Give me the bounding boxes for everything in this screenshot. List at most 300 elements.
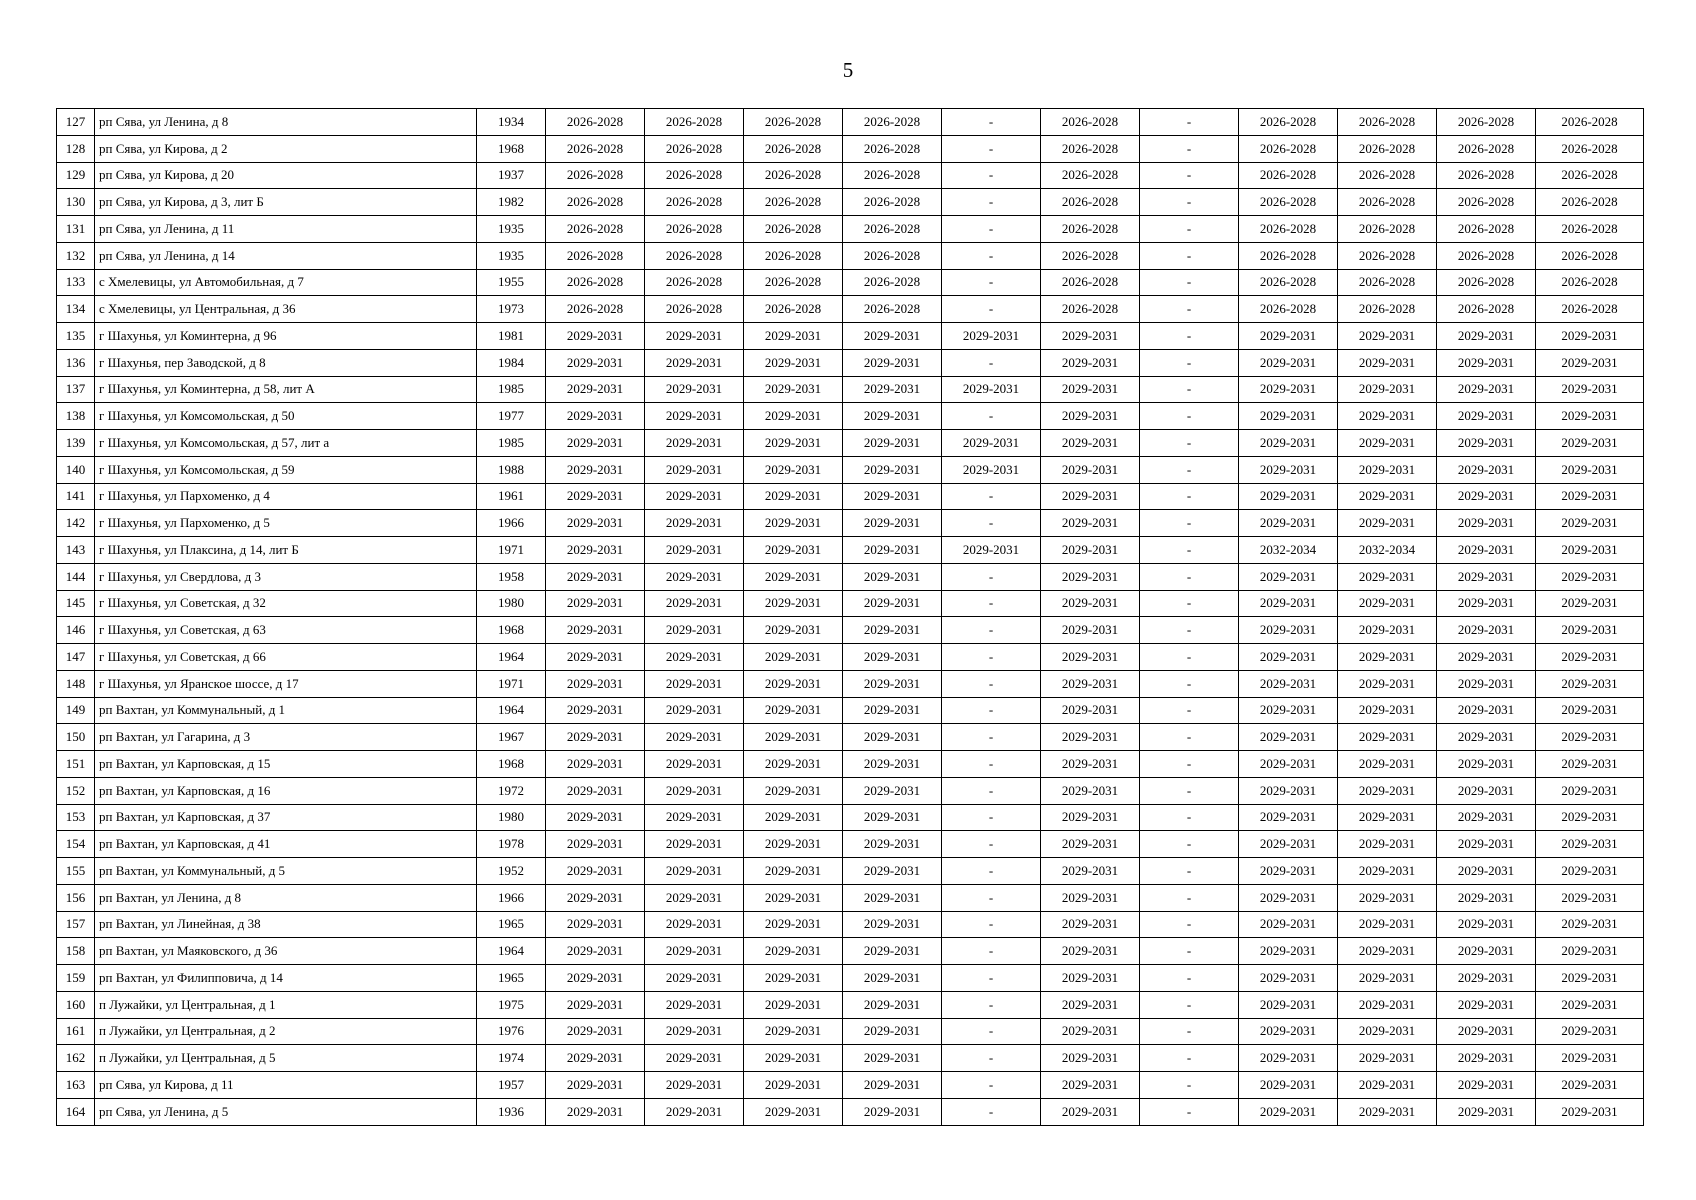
row-number-cell: 129 [57,162,95,189]
table-row [57,911,1644,938]
address-cell: рп Сява, ул Ленина, д 8 [95,109,477,136]
period-cell-9: 2029-2031 [1338,858,1437,885]
period-cell-1: 2029-2031 [546,804,645,831]
period-cell-4: 2029-2031 [843,831,942,858]
period-cell-5: - [942,135,1041,162]
year-built-cell: 1966 [477,510,546,537]
period-cell-6: 2029-2031 [1041,911,1140,938]
period-cell-1: 2029-2031 [546,751,645,778]
period-cell-6: 2026-2028 [1041,216,1140,243]
table-row [57,430,1644,457]
period-cell-4: 2029-2031 [843,858,942,885]
period-cell-7: - [1140,269,1239,296]
row-number-cell: 155 [57,858,95,885]
period-cell-1: 2029-2031 [546,777,645,804]
period-cell-3: 2029-2031 [744,403,843,430]
period-cell-9: 2029-2031 [1338,403,1437,430]
period-cell-9: 2026-2028 [1338,189,1437,216]
table-row [57,510,1644,537]
period-cell-1: 2029-2031 [546,911,645,938]
period-cell-8: 2029-2031 [1239,965,1338,992]
period-cell-3: 2029-2031 [744,1098,843,1125]
year-built-cell: 1958 [477,563,546,590]
year-built-cell: 1973 [477,296,546,323]
year-built-cell: 1964 [477,938,546,965]
address-cell: рп Сява, ул Ленина, д 5 [95,1098,477,1125]
year-built-cell: 1964 [477,644,546,671]
period-cell-5: - [942,644,1041,671]
period-cell-2: 2029-2031 [645,1098,744,1125]
period-cell-3: 2026-2028 [744,242,843,269]
period-cell-6: 2029-2031 [1041,831,1140,858]
table-body [57,109,1644,1126]
table-row [57,162,1644,189]
period-cell-6: 2029-2031 [1041,697,1140,724]
period-cell-1: 2026-2028 [546,242,645,269]
row-number-cell: 153 [57,804,95,831]
period-cell-4: 2029-2031 [843,1045,942,1072]
period-cell-5: - [942,777,1041,804]
row-number-cell: 157 [57,911,95,938]
period-cell-9: 2029-2031 [1338,965,1437,992]
address-cell: рп Сява, ул Кирова, д 11 [95,1072,477,1099]
period-cell-11: 2029-2031 [1536,697,1644,724]
period-cell-4: 2029-2031 [843,1098,942,1125]
period-cell-2: 2026-2028 [645,242,744,269]
period-cell-1: 2026-2028 [546,109,645,136]
period-cell-10: 2029-2031 [1437,751,1536,778]
period-cell-8: 2029-2031 [1239,858,1338,885]
period-cell-4: 2029-2031 [843,590,942,617]
period-cell-1: 2029-2031 [546,483,645,510]
table-row [57,269,1644,296]
period-cell-6: 2029-2031 [1041,617,1140,644]
table-row [57,670,1644,697]
period-cell-3: 2029-2031 [744,911,843,938]
table-row [57,1045,1644,1072]
table-row [57,189,1644,216]
period-cell-10: 2029-2031 [1437,777,1536,804]
period-cell-7: - [1140,510,1239,537]
period-cell-7: - [1140,938,1239,965]
year-built-cell: 1952 [477,858,546,885]
period-cell-5: - [942,1072,1041,1099]
period-cell-6: 2029-2031 [1041,938,1140,965]
period-cell-1: 2029-2031 [546,991,645,1018]
period-cell-3: 2029-2031 [744,724,843,751]
period-cell-9: 2032-2034 [1338,537,1437,564]
period-cell-10: 2029-2031 [1437,697,1536,724]
period-cell-1: 2029-2031 [546,563,645,590]
period-cell-11: 2029-2031 [1536,403,1644,430]
period-cell-1: 2029-2031 [546,697,645,724]
row-number-cell: 158 [57,938,95,965]
row-number-cell: 130 [57,189,95,216]
row-number-cell: 139 [57,430,95,457]
period-cell-8: 2032-2034 [1239,537,1338,564]
period-cell-8: 2029-2031 [1239,510,1338,537]
period-cell-11: 2029-2031 [1536,670,1644,697]
period-cell-11: 2026-2028 [1536,269,1644,296]
address-cell: с Хмелевицы, ул Центральная, д 36 [95,296,477,323]
period-cell-3: 2026-2028 [744,216,843,243]
period-cell-6: 2029-2031 [1041,323,1140,350]
period-cell-5: - [942,670,1041,697]
period-cell-5: - [942,751,1041,778]
table-row [57,884,1644,911]
period-cell-1: 2026-2028 [546,296,645,323]
period-cell-6: 2029-2031 [1041,858,1140,885]
table-row [57,724,1644,751]
period-cell-7: - [1140,1072,1239,1099]
table-row [57,349,1644,376]
period-cell-3: 2029-2031 [744,617,843,644]
period-cell-10: 2029-2031 [1437,831,1536,858]
address-cell: рп Вахтан, ул Карповская, д 15 [95,751,477,778]
row-number-cell: 138 [57,403,95,430]
period-cell-8: 2029-2031 [1239,777,1338,804]
period-cell-10: 2029-2031 [1437,644,1536,671]
year-built-cell: 1977 [477,403,546,430]
period-cell-11: 2029-2031 [1536,456,1644,483]
period-cell-11: 2026-2028 [1536,135,1644,162]
period-cell-1: 2029-2031 [546,1072,645,1099]
period-cell-9: 2029-2031 [1338,483,1437,510]
period-cell-11: 2029-2031 [1536,1072,1644,1099]
row-number-cell: 160 [57,991,95,1018]
address-cell: рп Вахтан, ул Линейная, д 38 [95,911,477,938]
period-cell-8: 2029-2031 [1239,403,1338,430]
period-cell-4: 2029-2031 [843,349,942,376]
year-built-cell: 1985 [477,376,546,403]
period-cell-7: - [1140,537,1239,564]
period-cell-1: 2029-2031 [546,403,645,430]
period-cell-10: 2029-2031 [1437,884,1536,911]
period-cell-10: 2026-2028 [1437,189,1536,216]
period-cell-7: - [1140,751,1239,778]
period-cell-11: 2029-2031 [1536,590,1644,617]
period-cell-10: 2029-2031 [1437,1018,1536,1045]
address-cell: г Шахунья, пер Заводской, д 8 [95,349,477,376]
year-built-cell: 1968 [477,751,546,778]
table-row [57,697,1644,724]
period-cell-8: 2029-2031 [1239,483,1338,510]
period-cell-11: 2029-2031 [1536,884,1644,911]
period-cell-6: 2029-2031 [1041,483,1140,510]
address-cell: рп Вахтан, ул Филипповича, д 14 [95,965,477,992]
table-row [57,537,1644,564]
period-cell-2: 2026-2028 [645,269,744,296]
period-cell-1: 2029-2031 [546,644,645,671]
row-number-cell: 133 [57,269,95,296]
year-built-cell: 1965 [477,911,546,938]
period-cell-11: 2026-2028 [1536,242,1644,269]
period-cell-10: 2029-2031 [1437,590,1536,617]
period-cell-3: 2029-2031 [744,590,843,617]
row-number-cell: 159 [57,965,95,992]
table-row [57,1072,1644,1099]
year-built-cell: 1964 [477,697,546,724]
period-cell-3: 2029-2031 [744,537,843,564]
period-cell-10: 2029-2031 [1437,323,1536,350]
period-cell-3: 2029-2031 [744,938,843,965]
period-cell-11: 2026-2028 [1536,189,1644,216]
table-row [57,456,1644,483]
period-cell-6: 2029-2031 [1041,563,1140,590]
row-number-cell: 145 [57,590,95,617]
period-cell-3: 2029-2031 [744,831,843,858]
period-cell-10: 2026-2028 [1437,216,1536,243]
address-cell: г Шахунья, ул Советская, д 32 [95,590,477,617]
period-cell-11: 2026-2028 [1536,216,1644,243]
period-cell-8: 2026-2028 [1239,109,1338,136]
period-cell-7: - [1140,376,1239,403]
address-cell: г Шахунья, ул Комсомольская, д 59 [95,456,477,483]
period-cell-8: 2029-2031 [1239,1018,1338,1045]
period-cell-11: 2029-2031 [1536,1018,1644,1045]
row-number-cell: 128 [57,135,95,162]
period-cell-10: 2029-2031 [1437,804,1536,831]
period-cell-11: 2029-2031 [1536,751,1644,778]
period-cell-1: 2026-2028 [546,269,645,296]
period-cell-8: 2029-2031 [1239,456,1338,483]
period-cell-8: 2029-2031 [1239,938,1338,965]
period-cell-3: 2029-2031 [744,510,843,537]
table-row [57,216,1644,243]
table-row [57,804,1644,831]
period-cell-3: 2029-2031 [744,965,843,992]
period-cell-4: 2029-2031 [843,456,942,483]
period-cell-3: 2029-2031 [744,376,843,403]
period-cell-3: 2029-2031 [744,751,843,778]
period-cell-6: 2029-2031 [1041,403,1140,430]
period-cell-3: 2029-2031 [744,858,843,885]
address-cell: рп Сява, ул Ленина, д 14 [95,242,477,269]
period-cell-7: - [1140,242,1239,269]
period-cell-8: 2029-2031 [1239,1072,1338,1099]
period-cell-4: 2026-2028 [843,189,942,216]
period-cell-8: 2029-2031 [1239,991,1338,1018]
year-built-cell: 1967 [477,724,546,751]
period-cell-9: 2029-2031 [1338,349,1437,376]
period-cell-11: 2029-2031 [1536,617,1644,644]
period-cell-9: 2029-2031 [1338,563,1437,590]
period-cell-8: 2029-2031 [1239,1098,1338,1125]
period-cell-11: 2029-2031 [1536,483,1644,510]
period-cell-5: - [942,938,1041,965]
period-cell-9: 2026-2028 [1338,162,1437,189]
period-cell-7: - [1140,483,1239,510]
period-cell-5: - [942,1098,1041,1125]
period-cell-7: - [1140,403,1239,430]
period-cell-4: 2029-2031 [843,510,942,537]
period-cell-1: 2029-2031 [546,376,645,403]
period-cell-9: 2029-2031 [1338,777,1437,804]
period-cell-10: 2029-2031 [1437,911,1536,938]
period-cell-9: 2029-2031 [1338,456,1437,483]
row-number-cell: 147 [57,644,95,671]
period-cell-4: 2026-2028 [843,216,942,243]
period-cell-5: - [942,1045,1041,1072]
table-row [57,644,1644,671]
period-cell-2: 2029-2031 [645,403,744,430]
period-cell-4: 2026-2028 [843,109,942,136]
period-cell-8: 2029-2031 [1239,430,1338,457]
table-row [57,617,1644,644]
period-cell-4: 2026-2028 [843,242,942,269]
row-number-cell: 140 [57,456,95,483]
period-cell-10: 2029-2031 [1437,1072,1536,1099]
period-cell-2: 2029-2031 [645,884,744,911]
period-cell-6: 2029-2031 [1041,884,1140,911]
period-cell-6: 2026-2028 [1041,269,1140,296]
period-cell-7: - [1140,670,1239,697]
period-cell-6: 2029-2031 [1041,644,1140,671]
period-cell-10: 2029-2031 [1437,537,1536,564]
period-cell-6: 2029-2031 [1041,991,1140,1018]
row-number-cell: 142 [57,510,95,537]
period-cell-5: - [942,1018,1041,1045]
period-cell-10: 2029-2031 [1437,349,1536,376]
period-cell-11: 2029-2031 [1536,858,1644,885]
year-built-cell: 1972 [477,777,546,804]
row-number-cell: 143 [57,537,95,564]
address-cell: с Хмелевицы, ул Автомобильная, д 7 [95,269,477,296]
period-cell-3: 2029-2031 [744,884,843,911]
period-cell-2: 2029-2031 [645,751,744,778]
period-cell-2: 2026-2028 [645,296,744,323]
period-cell-8: 2026-2028 [1239,162,1338,189]
year-built-cell: 1965 [477,965,546,992]
period-cell-6: 2029-2031 [1041,804,1140,831]
period-cell-11: 2029-2031 [1536,965,1644,992]
period-cell-9: 2026-2028 [1338,216,1437,243]
period-cell-7: - [1140,162,1239,189]
period-cell-5: - [942,831,1041,858]
row-number-cell: 134 [57,296,95,323]
period-cell-3: 2029-2031 [744,644,843,671]
period-cell-2: 2029-2031 [645,858,744,885]
address-cell: г Шахунья, ул Яранское шоссе, д 17 [95,670,477,697]
period-cell-2: 2026-2028 [645,216,744,243]
period-cell-1: 2026-2028 [546,135,645,162]
address-cell: п Лужайки, ул Центральная, д 1 [95,991,477,1018]
period-cell-2: 2029-2031 [645,670,744,697]
row-number-cell: 154 [57,831,95,858]
period-cell-2: 2026-2028 [645,189,744,216]
address-cell: рп Сява, ул Кирова, д 20 [95,162,477,189]
period-cell-8: 2029-2031 [1239,376,1338,403]
period-cell-8: 2029-2031 [1239,617,1338,644]
period-cell-9: 2029-2031 [1338,376,1437,403]
period-cell-7: - [1140,349,1239,376]
year-built-cell: 1984 [477,349,546,376]
address-cell: г Шахунья, ул Советская, д 66 [95,644,477,671]
period-cell-11: 2026-2028 [1536,162,1644,189]
period-cell-9: 2029-2031 [1338,751,1437,778]
period-cell-2: 2029-2031 [645,430,744,457]
period-cell-9: 2029-2031 [1338,1045,1437,1072]
period-cell-1: 2029-2031 [546,430,645,457]
period-cell-5: - [942,617,1041,644]
period-cell-1: 2026-2028 [546,162,645,189]
period-cell-3: 2029-2031 [744,483,843,510]
period-cell-7: - [1140,804,1239,831]
period-cell-5: - [942,884,1041,911]
period-cell-9: 2029-2031 [1338,884,1437,911]
period-cell-3: 2026-2028 [744,269,843,296]
period-cell-4: 2029-2031 [843,724,942,751]
period-cell-4: 2029-2031 [843,751,942,778]
address-cell: г Шахунья, ул Пархоменко, д 4 [95,483,477,510]
period-cell-9: 2026-2028 [1338,269,1437,296]
period-cell-11: 2029-2031 [1536,349,1644,376]
period-cell-9: 2029-2031 [1338,617,1437,644]
table-row [57,965,1644,992]
table-row [57,938,1644,965]
period-cell-5: - [942,162,1041,189]
address-cell: г Шахунья, ул Коминтерна, д 58, лит А [95,376,477,403]
period-cell-3: 2029-2031 [744,456,843,483]
period-cell-8: 2029-2031 [1239,644,1338,671]
period-cell-8: 2029-2031 [1239,884,1338,911]
period-cell-7: - [1140,884,1239,911]
period-cell-11: 2029-2031 [1536,537,1644,564]
period-cell-6: 2026-2028 [1041,135,1140,162]
period-cell-5: - [942,965,1041,992]
period-cell-2: 2029-2031 [645,697,744,724]
period-cell-4: 2029-2031 [843,804,942,831]
period-cell-7: - [1140,590,1239,617]
period-cell-7: - [1140,697,1239,724]
period-cell-11: 2029-2031 [1536,323,1644,350]
period-cell-4: 2029-2031 [843,617,942,644]
table-row [57,135,1644,162]
period-cell-10: 2029-2031 [1437,938,1536,965]
period-cell-7: - [1140,724,1239,751]
period-cell-6: 2029-2031 [1041,537,1140,564]
period-cell-11: 2029-2031 [1536,991,1644,1018]
period-cell-5: - [942,109,1041,136]
period-cell-7: - [1140,858,1239,885]
period-cell-4: 2029-2031 [843,1072,942,1099]
period-cell-9: 2029-2031 [1338,991,1437,1018]
period-cell-4: 2029-2031 [843,376,942,403]
row-number-cell: 162 [57,1045,95,1072]
row-number-cell: 135 [57,323,95,350]
row-number-cell: 163 [57,1072,95,1099]
table-row [57,403,1644,430]
period-cell-5: - [942,296,1041,323]
period-cell-11: 2026-2028 [1536,296,1644,323]
period-cell-4: 2029-2031 [843,537,942,564]
period-cell-5: 2029-2031 [942,376,1041,403]
period-cell-9: 2029-2031 [1338,1018,1437,1045]
address-cell: п Лужайки, ул Центральная, д 5 [95,1045,477,1072]
period-cell-2: 2029-2031 [645,349,744,376]
address-cell: г Шахунья, ул Советская, д 63 [95,617,477,644]
year-built-cell: 1935 [477,216,546,243]
period-cell-9: 2029-2031 [1338,430,1437,457]
address-cell: г Шахунья, ул Плаксина, д 14, лит Б [95,537,477,564]
period-cell-4: 2029-2031 [843,991,942,1018]
period-cell-6: 2029-2031 [1041,376,1140,403]
period-cell-6: 2029-2031 [1041,1045,1140,1072]
period-cell-10: 2029-2031 [1437,483,1536,510]
period-cell-5: - [942,724,1041,751]
period-cell-8: 2029-2031 [1239,724,1338,751]
period-cell-7: - [1140,135,1239,162]
